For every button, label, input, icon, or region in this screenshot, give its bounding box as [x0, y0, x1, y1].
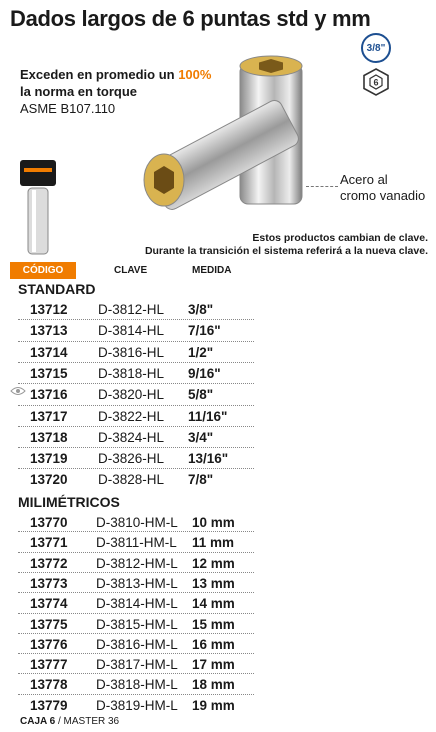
cell-code: 13776: [30, 636, 68, 652]
cell-key: D-3816-HM-L: [96, 636, 178, 652]
header-key: CLAVE: [114, 265, 148, 276]
package-image: [18, 160, 58, 260]
claim-line2: la norma en torque: [20, 84, 138, 99]
cell-key: D-3820-HL: [98, 387, 165, 403]
cell-key: D-3828-HL: [98, 472, 165, 488]
cell-size: 19 mm: [192, 697, 235, 713]
cell-key: D-3818-HM-L: [96, 677, 178, 693]
notice-line1: Estos productos cambian de clave.: [252, 232, 428, 244]
material-note: [340, 172, 425, 204]
material-line1: Acero al: [340, 172, 388, 187]
cell-size: 18 mm: [192, 677, 235, 693]
cell-size: 7/16": [188, 323, 221, 339]
socket-product-image: [130, 42, 365, 222]
drive-size-label: 3/8": [366, 42, 386, 54]
header-code: CÓDIGO: [10, 262, 76, 279]
cell-code: 13779: [30, 697, 68, 713]
table-row: [18, 695, 256, 717]
cell-size: 12 mm: [192, 555, 235, 571]
cell-key: D-3815-HM-L: [96, 616, 178, 632]
cell-key: D-3817-HM-L: [96, 657, 178, 673]
section-metric: MILIMÉTRICOS: [18, 494, 120, 510]
cell-key: D-3818-HL: [98, 365, 165, 381]
drive-size-icon: [361, 33, 391, 63]
claim-line1: Exceden en promedio un: [20, 67, 179, 82]
claim-standard: ASME B107.110: [20, 101, 116, 116]
table-header: [10, 262, 256, 279]
table-row: [18, 299, 256, 321]
packaging-info: [20, 716, 119, 727]
cell-key: D-3819-HM-L: [96, 697, 178, 713]
cell-code: 13717: [30, 408, 68, 424]
cell-size: 10 mm: [192, 515, 235, 530]
cell-size: 9/16": [188, 365, 221, 381]
cell-code: 13774: [30, 596, 68, 612]
table-row: [18, 448, 256, 470]
cell-code: 13778: [30, 677, 68, 693]
cell-size: 14 mm: [192, 596, 235, 612]
material-leader-line: [306, 186, 338, 187]
cell-key: D-3822-HL: [98, 408, 165, 424]
cell-code: 13713: [30, 323, 68, 339]
cell-key: D-3812-HL: [98, 302, 165, 317]
cell-size: 1/2": [188, 344, 214, 360]
cell-size: 11/16": [188, 408, 228, 424]
table-row: [18, 469, 256, 491]
cell-key: D-3812-HM-L: [96, 555, 178, 571]
cell-code: 13770: [30, 515, 68, 530]
cell-key: D-3816-HL: [98, 344, 165, 360]
cell-code: 13718: [30, 429, 68, 445]
cell-code: 13714: [30, 344, 68, 360]
cell-size: 15 mm: [192, 616, 235, 632]
cell-code: 13777: [30, 657, 68, 673]
cell-code: 13716: [30, 387, 68, 403]
cell-size: 3/4": [188, 429, 214, 445]
master-qty: / MASTER 36: [55, 716, 120, 727]
cell-code: 13720: [30, 472, 68, 488]
table-row: [18, 342, 256, 364]
cell-size: 11 mm: [192, 535, 235, 551]
cell-code: 13715: [30, 365, 68, 381]
cell-code: 13773: [30, 575, 68, 591]
cell-key: D-3826-HL: [98, 451, 165, 467]
cell-size: 13/16": [188, 451, 229, 467]
table-row: [18, 384, 256, 406]
claim-highlight: 100%: [178, 67, 212, 82]
cell-size: 5/8": [188, 387, 214, 403]
cell-key: D-3810-HM-L: [96, 515, 178, 530]
cell-key: D-3811-HM-L: [96, 535, 177, 551]
box-qty: CAJA 6: [20, 716, 56, 727]
cell-size: 17 mm: [192, 657, 235, 673]
table-row: [18, 363, 256, 385]
section-standard: STANDARD: [18, 281, 96, 297]
cell-code: 13772: [30, 555, 68, 571]
table-row: [18, 320, 256, 342]
cell-size: 16 mm: [192, 636, 235, 652]
hex-six-point-icon: [362, 68, 390, 96]
cell-code: 13719: [30, 451, 68, 467]
page-title: Dados largos de 6 puntas std y mm: [10, 6, 371, 31]
material-line2: cromo vanadio: [340, 188, 426, 203]
notice-line2: Durante la transición el sistema referirá a la nueva clave.: [144, 245, 428, 257]
cell-key: D-3814-HL: [98, 323, 165, 339]
cell-key: D-3814-HM-L: [96, 596, 178, 612]
cell-key: D-3813-HM-L: [96, 575, 178, 591]
table-row: [18, 427, 256, 449]
cell-code: 13712: [30, 302, 68, 317]
cell-size: 7/8": [188, 472, 214, 488]
header-size: MEDIDA: [192, 265, 232, 276]
cell-code: 13775: [30, 616, 68, 632]
cell-size: 13 mm: [192, 575, 235, 591]
cell-key: D-3824-HL: [98, 429, 165, 445]
cell-code: 13771: [30, 535, 68, 551]
cell-size: 3/8": [188, 302, 214, 317]
table-row: [18, 406, 256, 428]
key-change-notice: [145, 232, 428, 258]
svg-text:6: 6: [373, 77, 379, 88]
